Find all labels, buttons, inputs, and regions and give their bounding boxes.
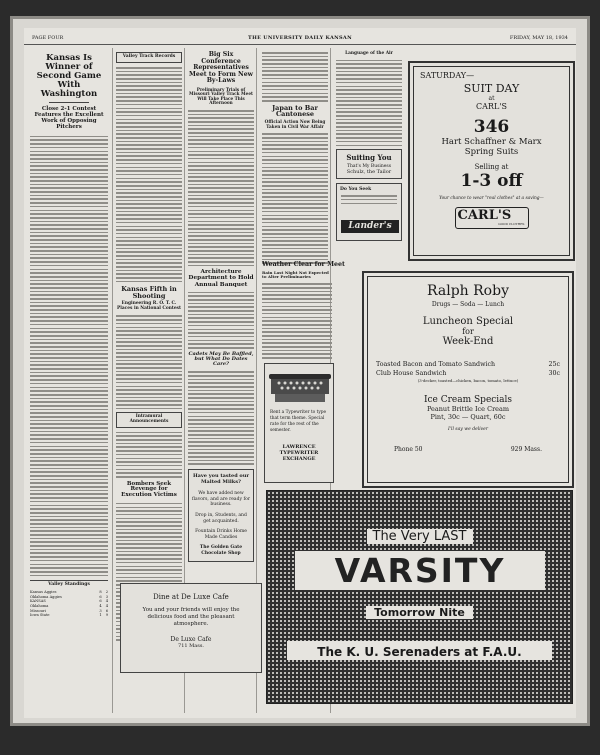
valley-standings bbox=[30, 580, 108, 618]
roby-ice-2: Pint, 30c — Quart, 60c bbox=[430, 413, 506, 421]
headline-cadets: Cadets May Be Baffled, but What Do Dates Care? bbox=[188, 350, 254, 368]
roby-ice-1: Peanut Brittle Ice Cream bbox=[426, 405, 510, 413]
standings-losses: 4 bbox=[105, 603, 108, 608]
carls-logo-text: CARL'S bbox=[457, 208, 512, 223]
deluxe-title: Dine at De Luxe Cafe bbox=[153, 593, 229, 601]
malted-line3: Fountain Drinks Home Made Candies bbox=[195, 529, 247, 540]
headline-big-six: Big Six Conference Representatives Meet to Form New By-Laws bbox=[189, 51, 253, 84]
page-number: PAGE FOUR bbox=[32, 35, 64, 41]
standings-losses: 4 bbox=[105, 599, 108, 604]
japan-text bbox=[262, 133, 328, 264]
subhead-close-contest: Close 2-1 Contest Features the Excellent Work of Opposing Pitchers bbox=[34, 105, 104, 130]
track-records-title: Valley Track Records bbox=[116, 52, 182, 63]
newspaper-page bbox=[24, 28, 576, 718]
language-title: Language of the Air bbox=[345, 51, 393, 56]
standings-losses: 9 bbox=[105, 613, 108, 618]
cadets-text bbox=[188, 371, 254, 465]
carls-suit-day: SUIT DAY bbox=[463, 82, 520, 95]
landers-logo: Lander's bbox=[341, 220, 399, 233]
column-news bbox=[188, 48, 254, 562]
column-world bbox=[262, 48, 328, 266]
language-text bbox=[336, 60, 402, 146]
malted-shop: The Golden Gate Chocolate Shop bbox=[199, 545, 243, 557]
paper-title: THE UNIVERSITY DAILY KANSAN bbox=[248, 35, 352, 41]
headline-kansas-winner: Kansas Is Winner of Second Game With Washington bbox=[36, 53, 102, 99]
subhead-weather: Rain Last Night Not Expected to Alter Preliminaries bbox=[262, 269, 329, 279]
standings-wins: 4 bbox=[99, 603, 102, 608]
roby-item-1-price: 25c bbox=[548, 361, 560, 368]
suiting-name: Schulz, the Tailor bbox=[346, 169, 392, 176]
carls-selling: Selling at bbox=[474, 163, 509, 171]
standings-wins: 1 bbox=[99, 613, 102, 618]
article-body-text bbox=[30, 136, 108, 576]
standings-losses: 2 bbox=[105, 590, 108, 595]
malted-line2: Drop in, Students, and get acquainted. bbox=[195, 513, 247, 524]
standings-team: Iowa State bbox=[30, 613, 50, 618]
top-article-text bbox=[262, 52, 328, 102]
varsity-line-1: The Very LAST bbox=[367, 529, 473, 544]
column-records bbox=[116, 48, 182, 643]
shooting-text bbox=[116, 315, 182, 409]
headline-shooting: Kansas Fifth in Shooting bbox=[121, 285, 177, 301]
standings-wins: 6 bbox=[99, 599, 102, 604]
roby-item-2-price: 30c bbox=[548, 370, 560, 377]
headline-weather: Weather Clear for Meet bbox=[262, 261, 345, 268]
intramural-text bbox=[116, 432, 182, 478]
roby-item-1 bbox=[376, 361, 560, 368]
track-records-text bbox=[116, 67, 182, 282]
deluxe-body: You and your friends will enjoy the delicious food and the pleasant atmosphere. bbox=[142, 607, 240, 627]
varsity-line-4: The K. U. Serenaders at F.A.U. bbox=[317, 645, 522, 659]
deluxe-cafe-ad bbox=[120, 583, 262, 673]
headline-architecture: Architecture Department to Hold Annual Banquet bbox=[188, 269, 254, 288]
roby-services: Drugs — Soda — Lunch bbox=[431, 301, 505, 308]
suiting-sub: That's My Business bbox=[346, 164, 392, 170]
ralph-roby-ad bbox=[362, 271, 574, 488]
carls-saturday: SATURDAY— bbox=[420, 71, 475, 80]
deluxe-name: De Luxe Cafe bbox=[170, 636, 212, 643]
standings-team: Missouri bbox=[30, 608, 46, 613]
roby-phone: Phone 50 bbox=[394, 446, 423, 453]
subhead-shooting: Engineering R. O. T. C. Places in National Contest bbox=[117, 301, 181, 311]
standings-losses: 6 bbox=[105, 608, 108, 613]
suiting-title: Suiting You bbox=[346, 153, 392, 163]
landers-ad bbox=[336, 183, 402, 241]
standings-record bbox=[99, 613, 108, 618]
weather-article bbox=[262, 262, 360, 361]
subhead-big-six: Preliminary Trials of Missouri Valley Track Meet Will Take Place This Afternoon bbox=[189, 86, 253, 106]
carls-count: 346 bbox=[473, 117, 510, 137]
typewriter-caption: Rent a Typewriter to type that term theme. Special rate for the rest of the semester. bbox=[270, 410, 327, 433]
standings-wins: 6 bbox=[99, 594, 102, 599]
carls-logo bbox=[455, 207, 529, 229]
standings-title: Valley Standings bbox=[48, 582, 90, 588]
roby-deliver: I'll say we deliver bbox=[447, 427, 488, 432]
roby-address: 929 Mass. bbox=[510, 446, 542, 453]
varsity-line-2: VARSITY bbox=[334, 551, 506, 590]
typewriter-name: LAWRENCE TYPEWRITER EXCHANGE bbox=[279, 444, 319, 462]
roby-special-3: Week-End bbox=[442, 336, 494, 347]
standings-losses: 3 bbox=[105, 594, 108, 599]
column-misc bbox=[336, 48, 402, 241]
standings-team: Oklahoma Aggies bbox=[30, 594, 62, 599]
standings-wins: 3 bbox=[99, 608, 102, 613]
malted-title: Have you tasted our Malted Milks? bbox=[192, 473, 250, 485]
carls-name: CARL'S bbox=[476, 102, 507, 111]
roby-item-2-name: Club House Sandwich bbox=[376, 370, 447, 377]
carls-logo-sub: GOOD CLOTHES bbox=[498, 222, 525, 226]
roby-name: Ralph Roby bbox=[427, 283, 509, 299]
typewriter-ad bbox=[264, 363, 334, 483]
column-rule bbox=[112, 48, 113, 713]
standings-row bbox=[30, 613, 108, 618]
carls-brand: Hart Schaffner & Marx bbox=[441, 137, 542, 147]
suiting-ad bbox=[336, 149, 402, 179]
roby-ice-title: Ice Cream Specials bbox=[423, 395, 513, 405]
carls-tagline: Your chance to wear "real clothes" at a saving— bbox=[439, 196, 544, 201]
headline-japan: Japan to Bar Cantonese bbox=[272, 103, 318, 119]
standings-team: Kansas Aggies bbox=[30, 590, 57, 595]
deluxe-address: 711 Mass. bbox=[178, 643, 204, 649]
standings-team: KANSAS bbox=[30, 599, 46, 604]
column-sports bbox=[30, 48, 108, 618]
do-you-seek: Do You Seek bbox=[340, 187, 372, 193]
big-six-text bbox=[188, 110, 254, 266]
varsity-ad bbox=[266, 490, 573, 704]
subhead-japan: Official Action Now Being Taken in Civil War Affair bbox=[264, 119, 326, 129]
malted-body: We have added new flavors, and are ready for business. bbox=[192, 491, 250, 508]
standings-wins: 8 bbox=[99, 590, 102, 595]
roby-item-2-note: (3-decker, toasted—chicken, bacon, tomato, lettuce) bbox=[417, 378, 519, 383]
roby-item-1-name: Toasted Bacon and Tomato Sandwich bbox=[376, 361, 496, 368]
carls-spring: Spring Suits bbox=[464, 147, 519, 157]
varsity-line-3: Tomorrow Nite bbox=[366, 606, 473, 619]
weather-text bbox=[262, 283, 332, 358]
carls-price: 1-3 off bbox=[460, 171, 523, 191]
malted-milks-ad bbox=[188, 469, 254, 562]
standings-team: Oklahoma bbox=[30, 603, 49, 608]
page-header bbox=[24, 32, 576, 45]
carls-at: at bbox=[488, 95, 495, 102]
page-date: FRIDAY, MAY 18, 1934 bbox=[509, 35, 568, 41]
carls-ad bbox=[408, 61, 575, 261]
landers-text bbox=[341, 195, 397, 204]
architecture-text bbox=[188, 292, 254, 349]
roby-special-1: Luncheon Special bbox=[422, 316, 514, 327]
intramural-title: Intramural Announcements bbox=[116, 412, 182, 427]
roby-item-2 bbox=[376, 370, 560, 377]
roby-special-2: for bbox=[462, 327, 474, 336]
headline-bombers: Bombers Seek Revenge for Execution Victims bbox=[121, 480, 177, 499]
typewriter-illustration bbox=[265, 368, 335, 406]
